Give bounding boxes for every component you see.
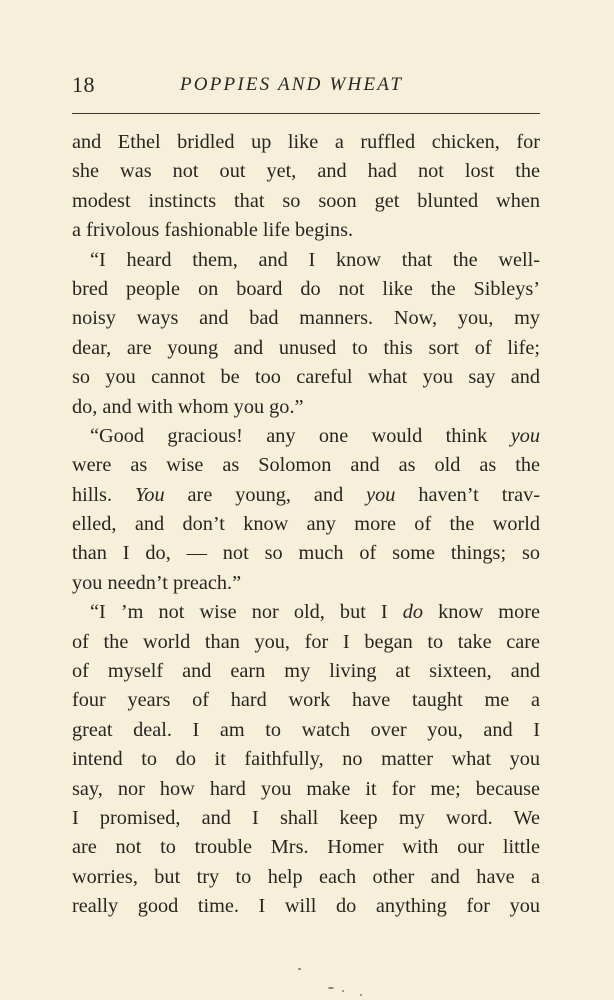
text-line [72,657,540,686]
header-rule [72,113,540,114]
text-line [72,686,540,715]
text-line [72,275,540,304]
line-text: so you cannot be too careful what you say and [72,366,540,389]
line-text: modest instincts that so soon get blunted when [72,189,540,212]
speck [328,987,334,989]
text-line [72,539,540,568]
text-line [72,775,540,804]
text-line [72,334,540,363]
line-text: “I heard them, and I know that the well- [90,248,540,271]
speck [360,994,362,996]
text-line [72,833,540,862]
line-text: noisy ways and bad manners. Now, you, my [72,307,540,330]
line-text: are young, and [164,483,367,506]
text-line [72,569,540,598]
text-line [72,804,540,833]
page-number: 18 [72,72,95,97]
body-text [72,128,540,922]
italic-text: do [402,601,424,624]
line-text: of myself and earn my living at sixteen, and [72,660,540,683]
italic-text: You [134,483,165,506]
text-line [72,892,540,921]
text-line [72,128,540,157]
text-line [72,246,540,275]
line-text: were as wise as Solomon and as old as the [72,454,540,477]
running-head [72,72,540,100]
text-line [72,628,540,657]
italic-text: you [510,424,540,447]
line-text: you needn’t preach.” [72,571,242,594]
text-line [72,393,540,422]
text-line [72,422,540,451]
text-line [72,363,540,392]
text-line [72,598,540,627]
line-text: great deal. I am to watch over you, and I [72,718,540,741]
line-text: than I do, — not so much of some things; so [72,542,540,565]
line-text: worries, but try to help each other and have a [72,865,540,888]
line-text: elled, and don’t know any more of the world [72,513,540,536]
text-line [72,187,540,216]
line-text: of the world than you, for I began to take care [72,630,540,653]
line-text: dear, are young and unused to this sort of life; [72,336,540,359]
line-text: four years of hard work have taught me a [72,689,540,712]
line-text: know more [423,601,540,624]
text-line [72,304,540,333]
paper-specks [290,960,370,1000]
line-text: do, and with whom you go.” [72,395,304,418]
text-line [72,863,540,892]
line-text: she was not out yet, and had not lost the [72,160,540,183]
line-text: bred people on board do not like the Sibleys’ [72,277,540,300]
line-text: haven’t trav- [395,483,540,506]
line-text: say, nor how hard you make it for me; because [72,777,540,800]
speck [298,968,301,970]
line-text: really good time. I will do anything for you [72,895,540,918]
line-text: “I ’m not wise nor old, but I [90,601,403,624]
line-text: a frivolous fashionable life begins. [72,219,354,242]
text-line [72,745,540,774]
line-text: are not to trouble Mrs. Homer with our little [72,836,540,859]
text-line [72,716,540,745]
text-line [72,510,540,539]
line-text: “Good gracious! any one would think [90,424,511,447]
line-text: and Ethel bridled up like a ruffled chicken, for [72,131,540,153]
italic-text: you [366,483,396,506]
line-text: hills. [72,483,135,506]
text-line [72,451,540,480]
text-line [72,481,540,510]
text-line [72,157,540,186]
line-text: I promised, and I shall keep my word. We [72,806,540,829]
running-title: POPPIES AND WHEAT [180,74,404,95]
text-line [72,216,540,245]
line-text: intend to do it faithfully, no matter what you [72,748,540,771]
speck [342,990,344,992]
